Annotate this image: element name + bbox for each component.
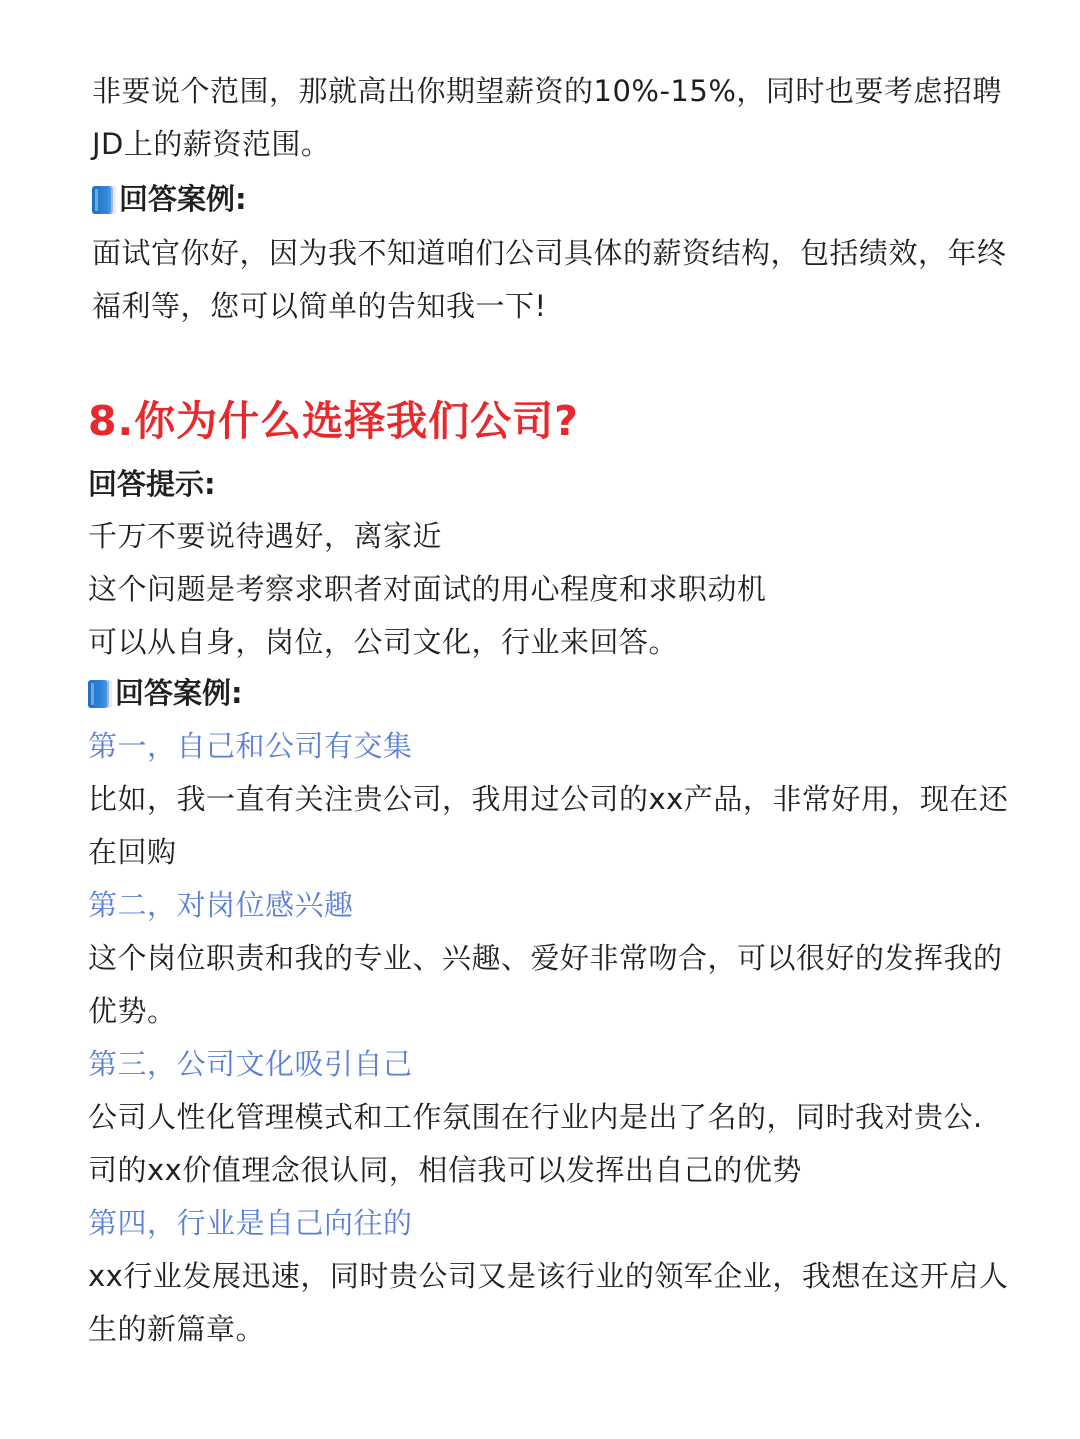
example-label-row	[92, 173, 1012, 226]
point-title: 第一，自己和公司有交集	[88, 729, 413, 763]
point-line: 优势。	[88, 994, 177, 1028]
paragraph-line: 非要说个范围，那就高出你期望薪资的10%-15%，同时也要考虑招聘	[92, 74, 1002, 108]
point-line: xx行业发展迅速，同时贵公司又是该行业的领军企业，我想在这开启人	[88, 1259, 1009, 1293]
paragraph-line: 面试官你好，因为我不知道咱们公司具体的薪资结构，包括绩效，年终	[92, 236, 1007, 270]
point-line: 公司人性化管理模式和工作氛围在行业内是出了名的，同时我对贵公.	[88, 1100, 983, 1134]
point-line: 司的xx价值理念很认同，相信我可以发挥出自己的优势	[88, 1153, 802, 1187]
section-8-heading: 8.你为什么选择我们公司?	[88, 397, 579, 445]
tip-line: 这个问题是考察求职者对面试的用心程度和求职动机	[88, 572, 767, 606]
paragraph-line: JD上的薪资范围。	[92, 127, 331, 161]
point-title: 第四，行业是自己向往的	[88, 1206, 413, 1240]
tips-label: 回答提示:	[88, 467, 216, 501]
point-line: 这个岗位职责和我的专业、兴趣、爱好非常吻合，可以很好的发挥我的	[88, 941, 1003, 975]
tips-list	[88, 510, 1008, 669]
example-label-text: 回答案例:	[119, 182, 247, 216]
tip-line: 可以从自身，岗位，公司文化，行业来回答。	[88, 625, 679, 659]
point-title: 第二，对岗位感兴趣	[88, 888, 354, 922]
blue-book-icon	[88, 680, 112, 708]
answer-points	[88, 720, 1008, 1356]
blue-book-icon	[92, 186, 116, 214]
point-line: 比如，我一直有关注贵公司，我用过公司的xx产品，非常好用，现在还	[88, 782, 1009, 816]
paragraph-line: 福利等，您可以简单的告知我一下!	[92, 289, 547, 323]
tips-label-row	[88, 458, 1008, 511]
section-heading-row	[88, 391, 1008, 451]
point-line: 生的新篇章。	[88, 1312, 266, 1346]
example-label	[92, 173, 1012, 226]
salary-example-answer	[92, 227, 1012, 333]
example-label-row	[88, 667, 1008, 720]
point-line: 在回购	[88, 835, 177, 869]
point-title: 第三，公司文化吸引自己	[88, 1047, 413, 1081]
example-label	[88, 667, 1008, 720]
example-label-text: 回答案例:	[115, 676, 243, 710]
salary-range-paragraph	[92, 65, 1012, 171]
tip-line: 千万不要说待遇好，离家近	[88, 519, 443, 553]
